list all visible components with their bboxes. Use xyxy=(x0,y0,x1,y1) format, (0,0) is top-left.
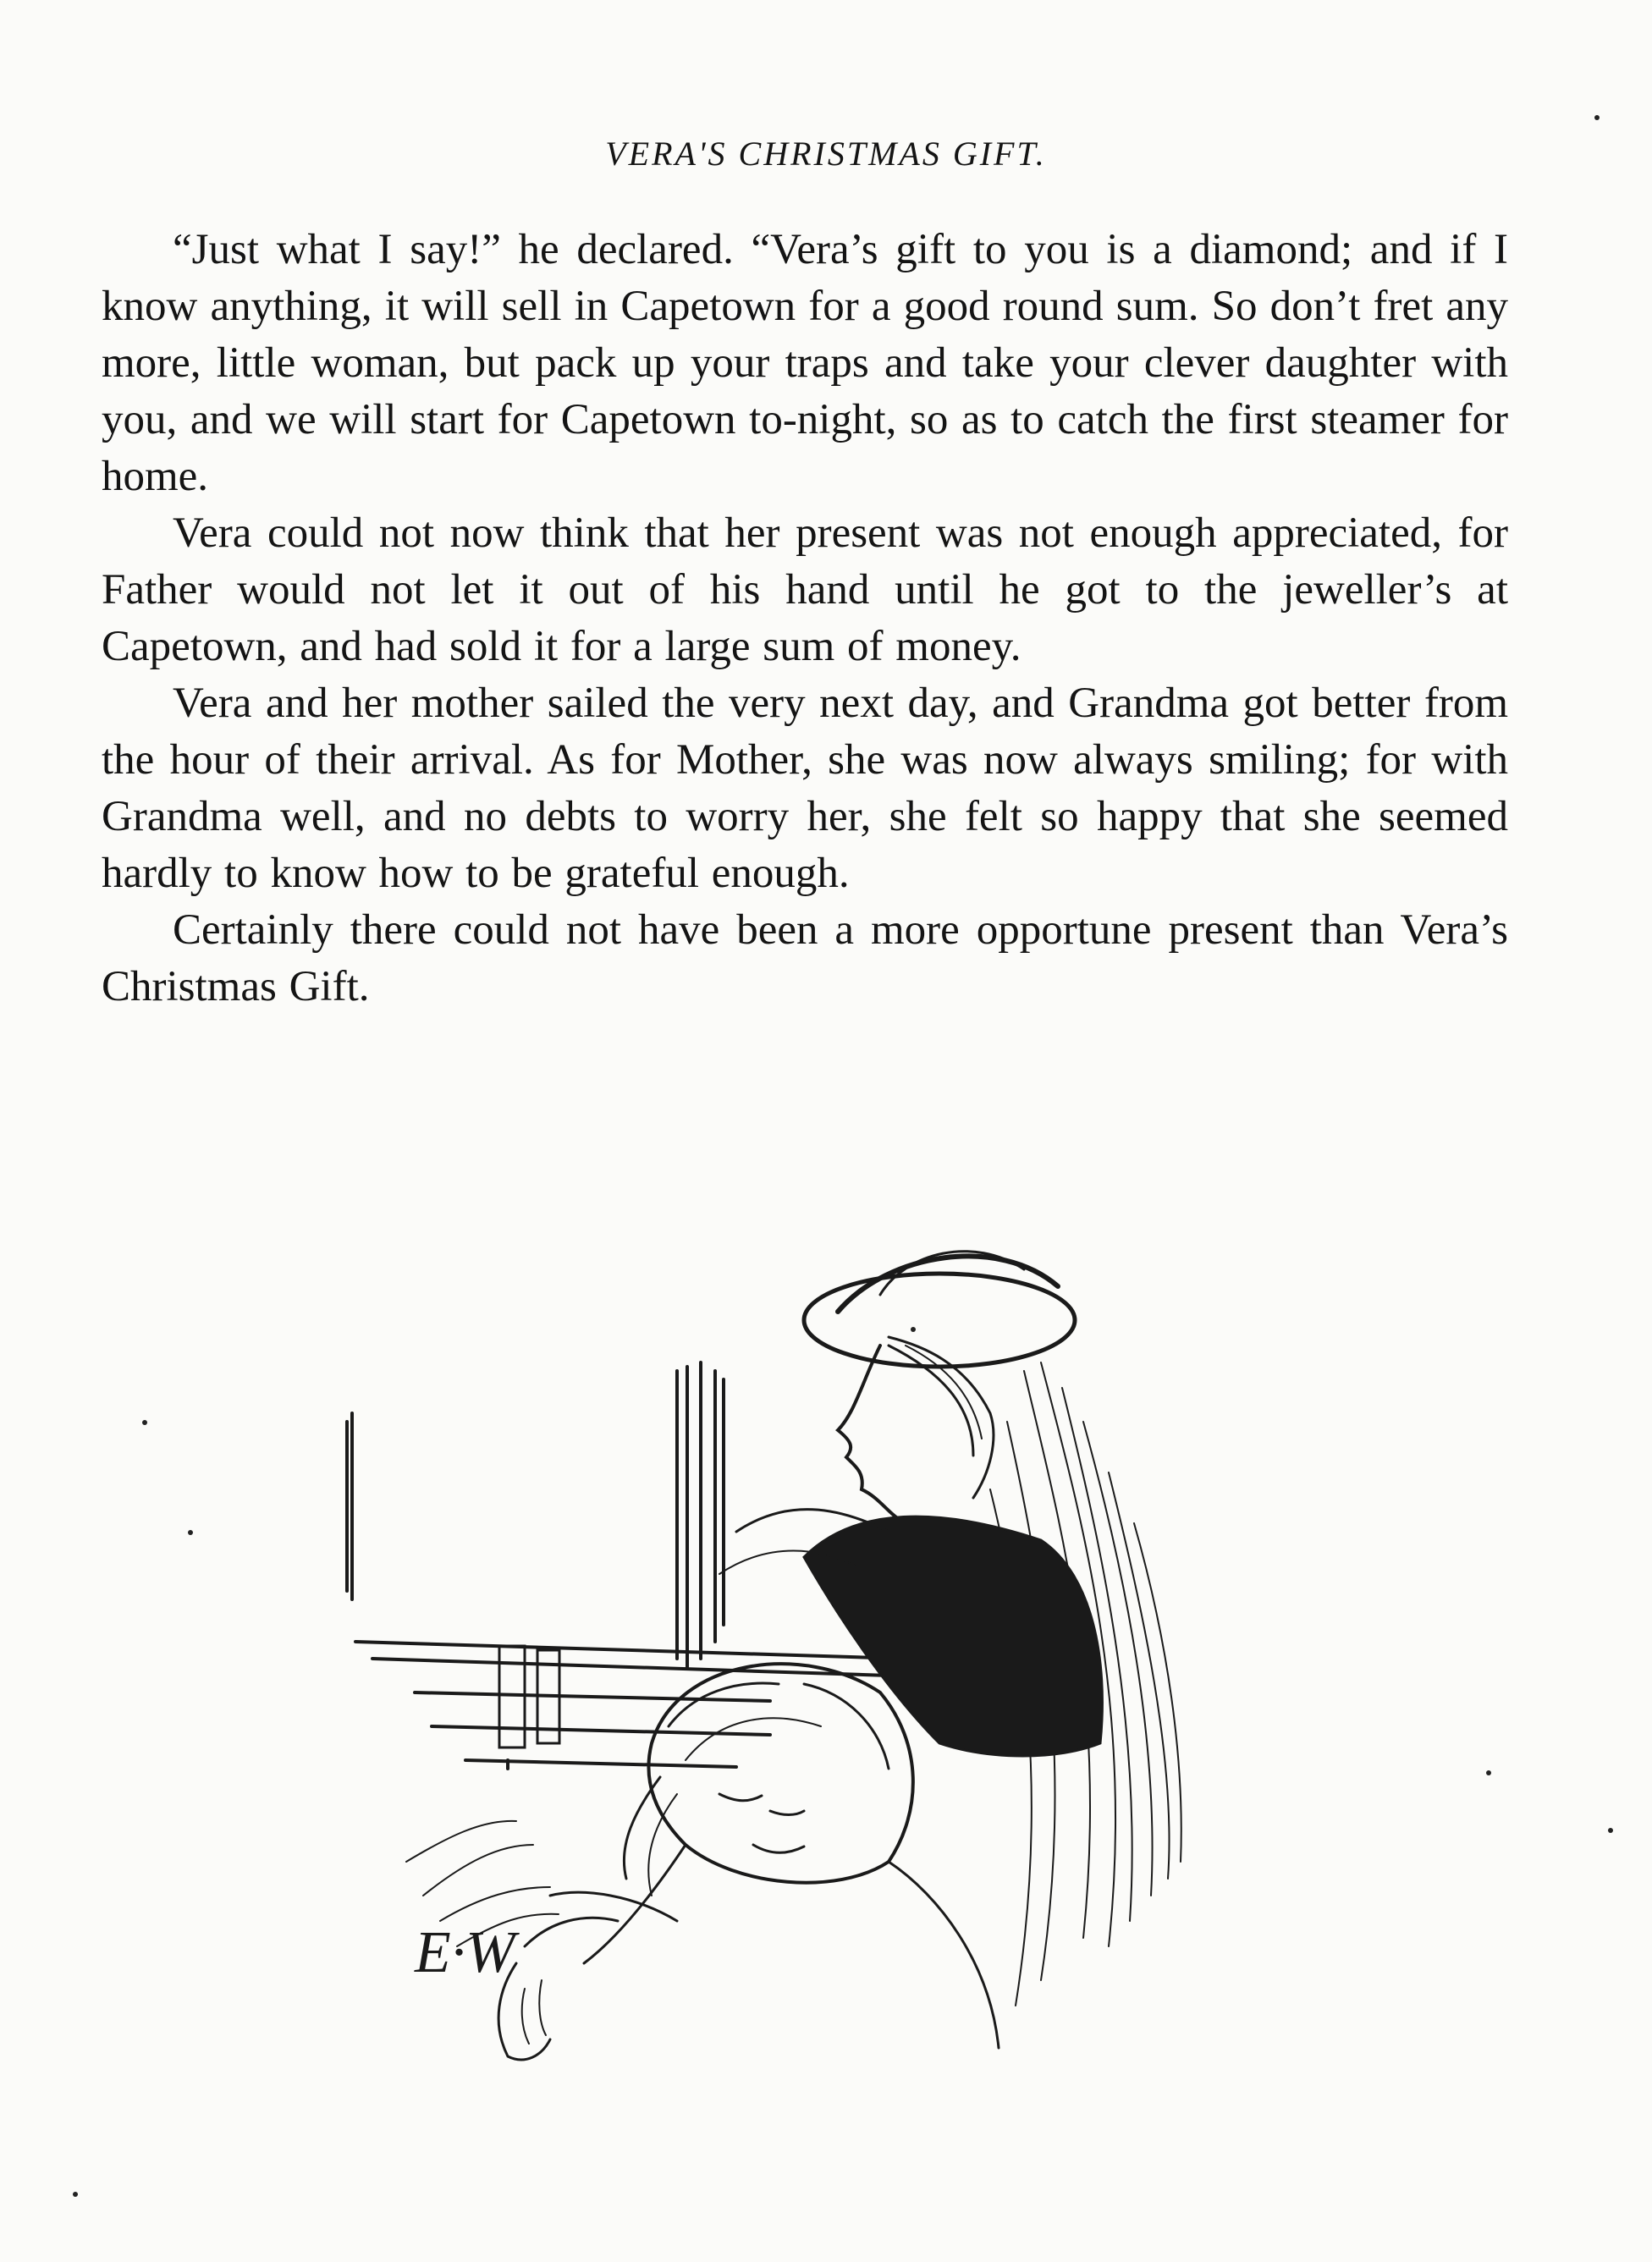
artist-signature xyxy=(414,1920,520,1985)
paragraph-4: Certainly there could not have been a more opportune present than Vera’s Christmas Gift. xyxy=(102,906,1508,1010)
signature-text: E·W xyxy=(415,1920,515,1985)
running-head: VERA'S CHRISTMAS GIFT. xyxy=(605,135,1047,173)
paragraph-2: Vera could not now think that her present was not enough appreciated, for Father would not let it out of his hand until he got to the jeweller’s at Capetown, and had sold it for a large sum of money. xyxy=(102,509,1508,670)
engraving-mother-and-sleeping-child xyxy=(296,1219,1295,2090)
paragraph-1: “Just what I say!” he declared. “Vera’s gift to you is a diamond; and if I know anything, it will sell in Capetown for a good round sum. So don’t fret any more, little woman, but pack up your traps and take your clever daughter with you, and we will start for Capetown to-night, so as to catch the first steamer for home. xyxy=(102,226,1508,500)
paragraph-3: Vera and her mother sailed the very next day, and Grandma got better from the hour of their arrival. As for Mother, she was now always smiling; for with Grandma well, and no debts to worry her, she felt so happy that she seemed hardly to know how to be grateful enough. xyxy=(102,680,1508,897)
body-text xyxy=(102,222,1508,1015)
